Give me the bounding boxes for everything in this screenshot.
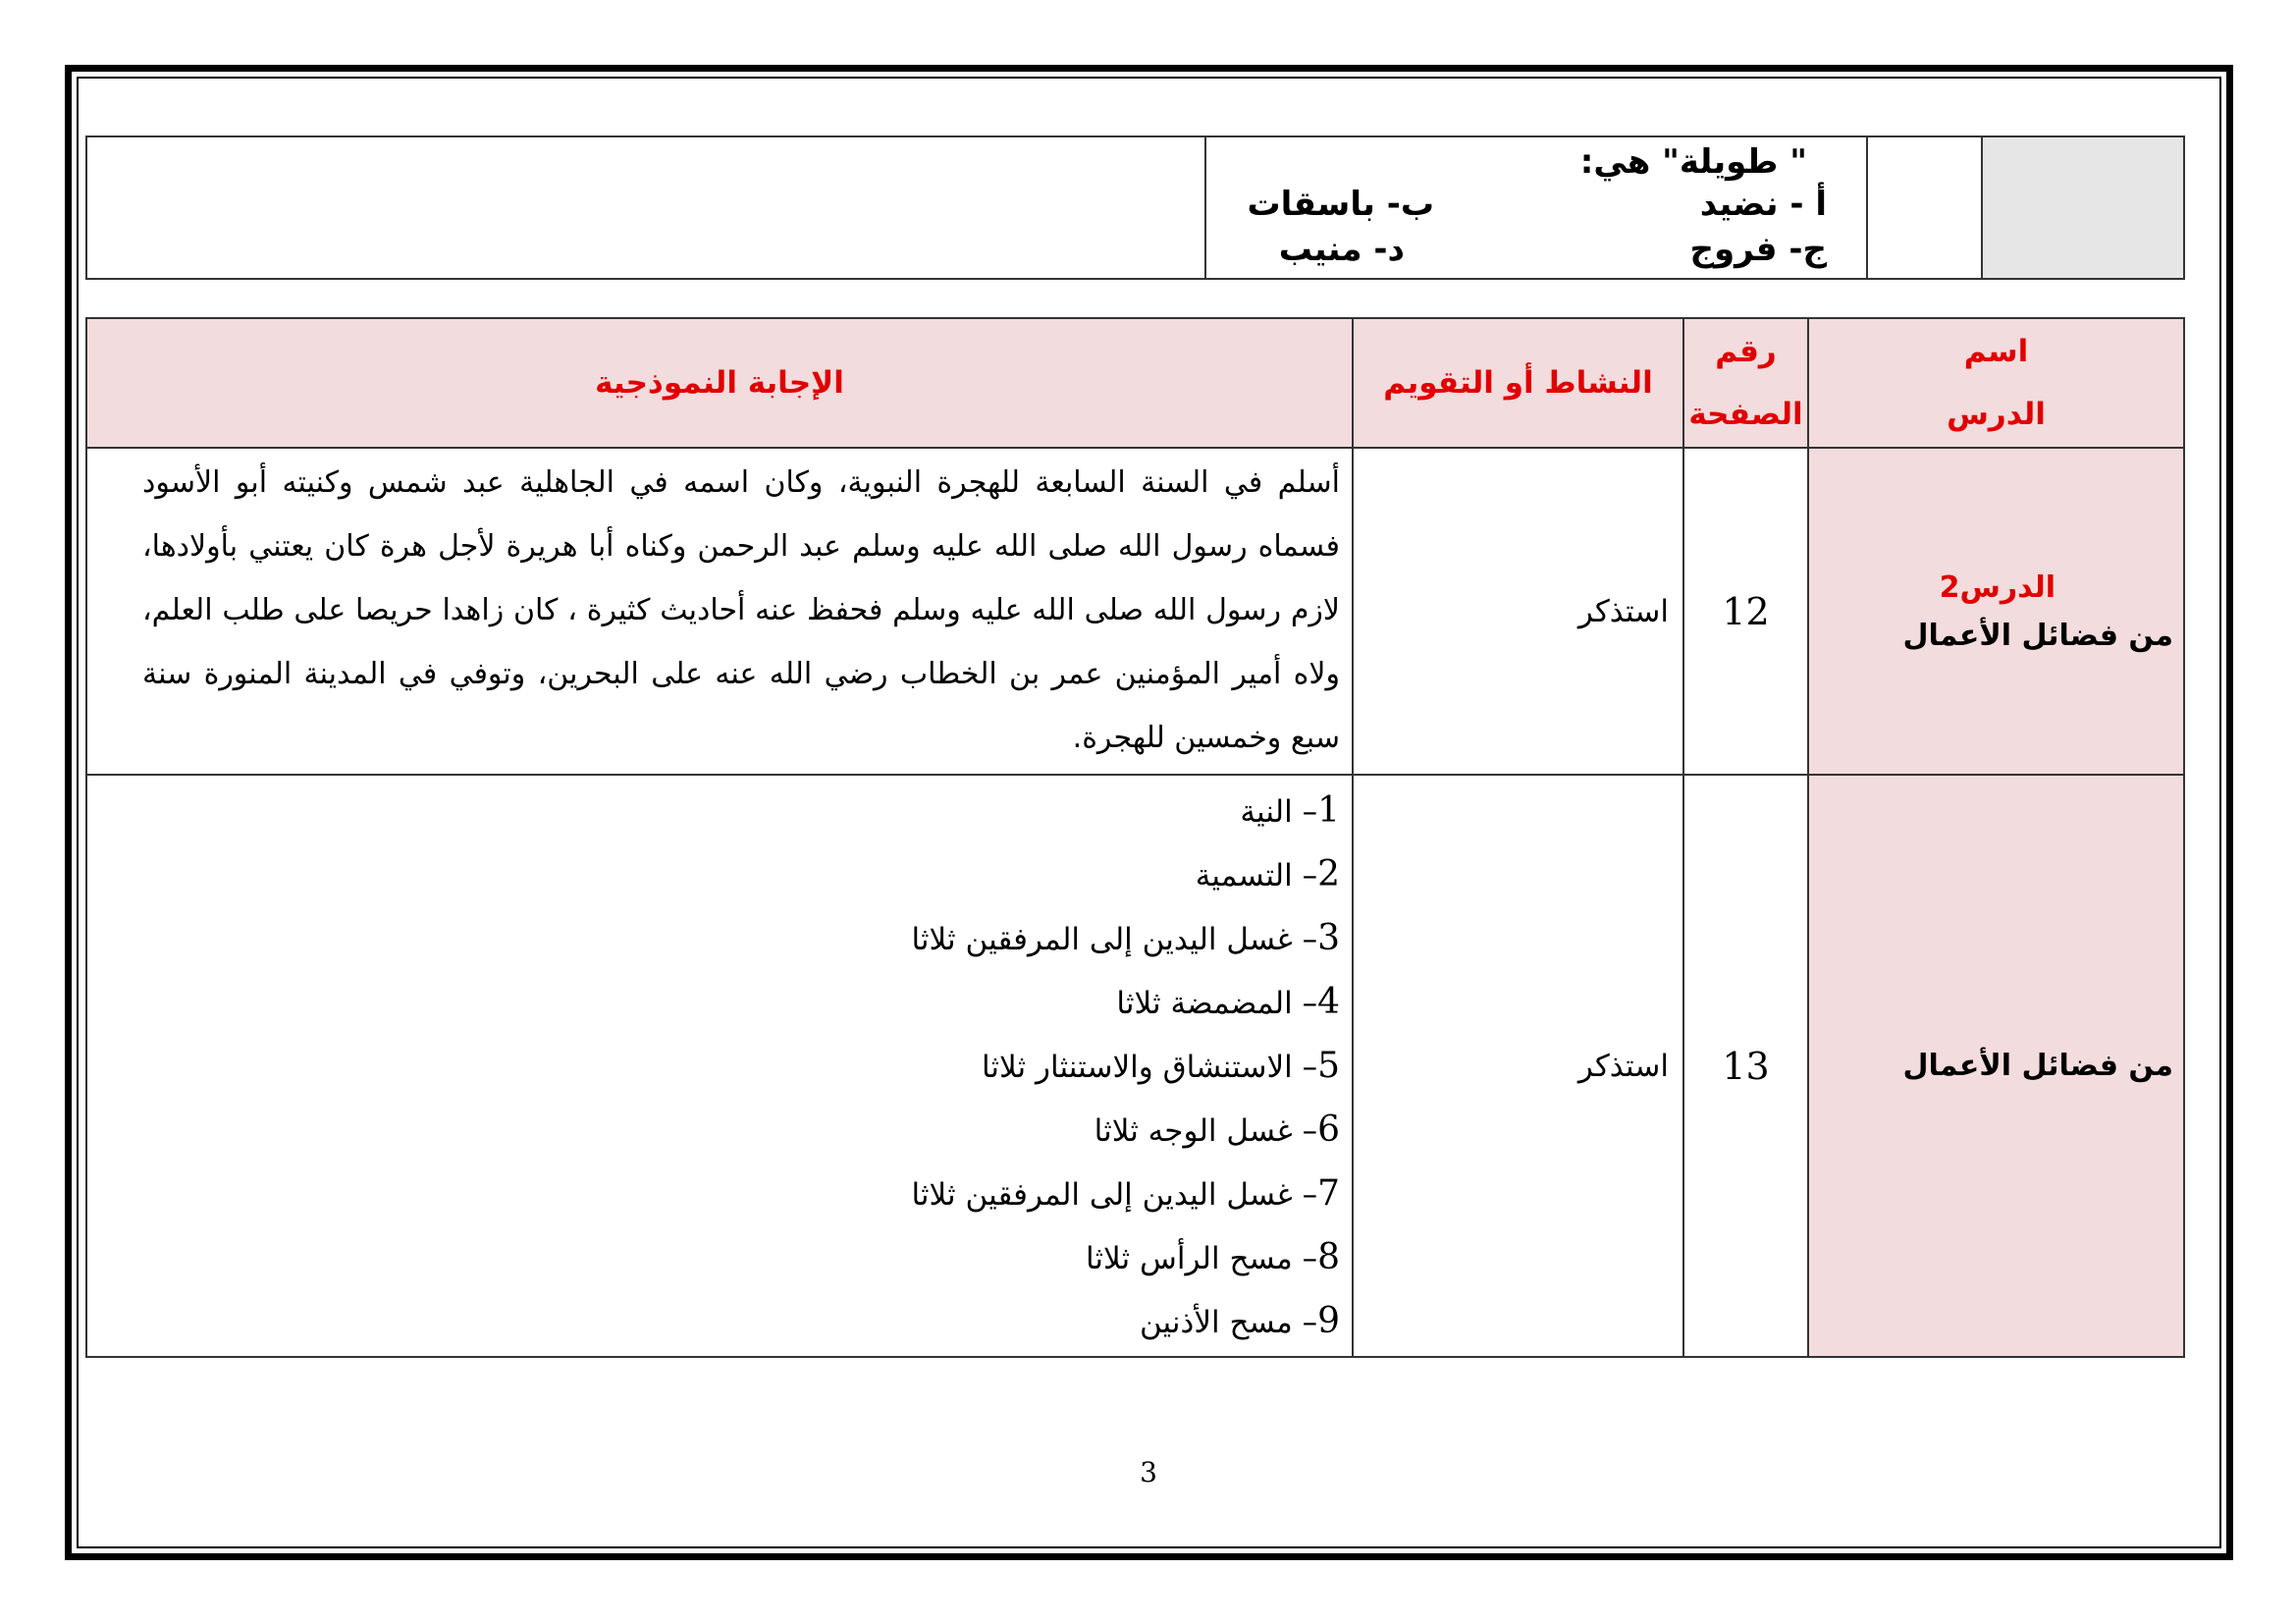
- table-row: [86, 448, 2184, 775]
- activity-cell: استذكر: [1353, 775, 1683, 1357]
- option-b: ب- باسقات: [1247, 185, 1434, 224]
- question-shaded-cell: [1982, 136, 2184, 279]
- lesson-name: من فضائل الأعمال: [1902, 1049, 2173, 1083]
- header-page-number-line2: الصفحة: [1688, 397, 1803, 432]
- list-item: 1– النية: [1240, 790, 1340, 831]
- table-header-row: [86, 318, 2184, 448]
- lesson-number: الدرس2: [1939, 569, 2056, 605]
- header-activity: النشاط أو التقويم: [1353, 318, 1683, 448]
- list-item: 2– التسمية: [1195, 854, 1340, 894]
- option-c: ج- فروج: [1689, 230, 1827, 269]
- header-page-number-line1: رقم: [1715, 334, 1777, 369]
- list-item: 9– مسح الأذنين: [1139, 1301, 1340, 1341]
- lesson-name: من فضائل الأعمال: [1902, 618, 2173, 653]
- table-row: [86, 775, 2184, 1357]
- question-number-cell: [1867, 136, 1982, 279]
- option-a: أ - نضيد: [1699, 185, 1827, 224]
- question-table: [85, 135, 2185, 280]
- lesson-cell: [1808, 775, 2184, 1357]
- question-stem: " طويلة" هي:: [1579, 142, 1807, 182]
- header-lesson-name-line2: الدرس: [1947, 397, 2046, 432]
- list-item: 5– الاستنشاق والاستنثار ثلاثا: [981, 1046, 1340, 1086]
- lesson-cell: [1808, 448, 2184, 775]
- header-lesson-name: [1808, 318, 2184, 448]
- page-number: 3: [1140, 1456, 1157, 1489]
- question-cell: [1205, 136, 1867, 279]
- page-cell: 13: [1683, 775, 1808, 1357]
- list-item: 8– مسح الرأس ثلاثا: [1085, 1237, 1340, 1277]
- list-item: 7– غسل اليدين إلى المرفقين ثلاثا: [911, 1173, 1340, 1214]
- header-model-answer: الإجابة النموذجية: [86, 318, 1353, 448]
- list-item: 3– غسل اليدين إلى المرفقين ثلاثا: [911, 918, 1340, 958]
- answer-list-cell: [86, 775, 1353, 1357]
- answer-list: [87, 776, 1352, 1356]
- answer-paragraph: أسلم في السنة السابعة للهجرة النبوية، وكان اسمه في الجاهلية عبد شمس وكنيته أبو الأسود فسماه رسول الله صلى الله عليه وسلم عبد الرحمن وكناه أبا هريرة لأجل هرة كان يعتني بأولادها، لازم رسول الله صلى الله عليه وسلم فحفظ عنه أحاديث كثيرة ، كان زاهدا حريصا على طلب العلم، ولاه أمير المؤمنين عمر بن الخطاب رضي الله عنه على البحرين، وتوفي في المدينة المنورة سنة سبع وخمسين للهجرة.: [86, 448, 1353, 775]
- header-lesson-name-line1: اسم: [1963, 334, 2029, 369]
- question-answer-cell: [86, 136, 1205, 279]
- page-cell: 12: [1683, 448, 1808, 775]
- header-page-number: [1683, 318, 1808, 448]
- activity-cell: استذكر: [1353, 448, 1683, 775]
- list-item: 4– المضمضة ثلاثا: [1116, 982, 1340, 1022]
- option-d: د- منيب: [1278, 230, 1405, 269]
- list-item: 6– غسل الوجه ثلاثا: [1094, 1110, 1340, 1150]
- lessons-table: [85, 317, 2185, 1358]
